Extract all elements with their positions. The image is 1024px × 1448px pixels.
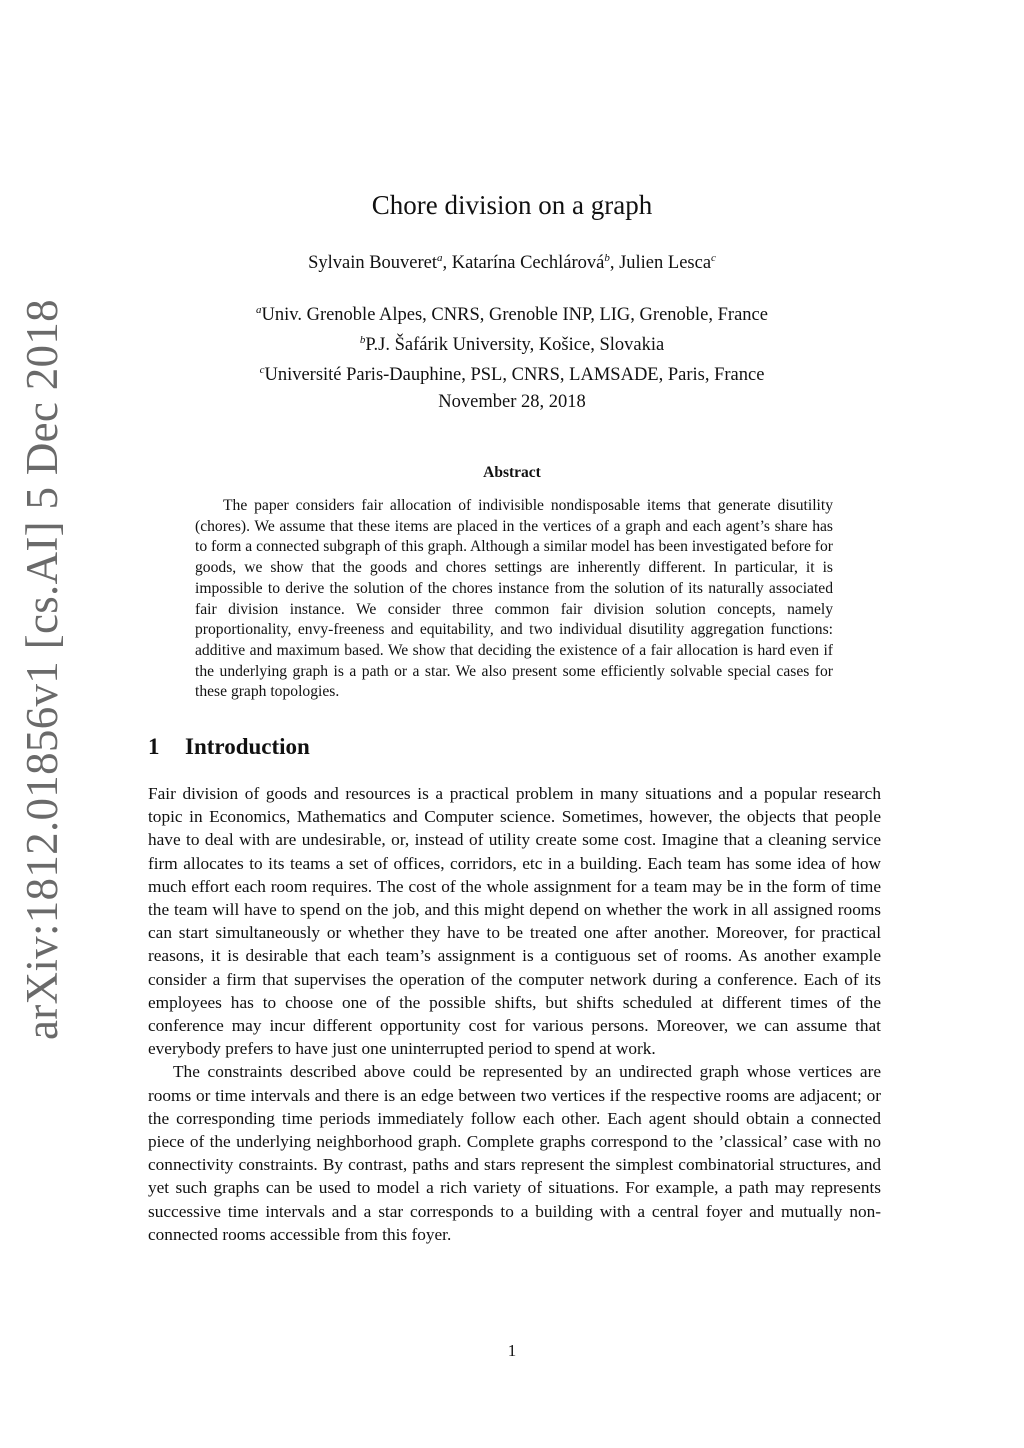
section-title: Introduction — [185, 734, 310, 759]
author-list: Sylvain Bouveret$^a$, Katarína Cechlárová$^b$, Julien Lesca$^c$ — [308, 252, 716, 274]
author — [452, 253, 610, 273]
author-name: Katarína Cechlárová — [451, 253, 605, 274]
section-number: 1 — [148, 734, 160, 759]
abstract-text: The paper considers fair allocation of indivisible nondisposable items that generate disutility (chores). We assume that these items are placed in the vertices of a graph and each agent’s share has to form a connected subgraph of this graph. Although a similar model has been investigated before for goods, we show that the goods and chores settings are inherently different. In particular, it is impossible to derive the solution of the chores instance from the solution of its naturally associated fair division instance. We consider three common fair division solution concepts, namely proportionality, envy-freeness and equitability, and two individual disutility aggregation functions: additive and maximum based. We show that deciding the existence of a fair allocation is hard even if the underlying graph is a path or a star. We also present some efficiently solvable special cases for these graph topologies. — [195, 497, 833, 701]
author-name: Julien Lesca — [619, 253, 712, 274]
page-number: 1 — [507, 1341, 517, 1360]
arxiv-identifier: arXiv:1812.01856v1 [cs.AI] 5 Dec 2018 — [17, 299, 67, 1040]
author-mark: a — [437, 252, 443, 264]
affiliation-text: Univ. Grenoble Alpes, CNRS, Grenoble INP, LIG, Grenoble, France — [261, 305, 768, 326]
paper-title: Chore division on a graph — [371, 190, 653, 220]
section-heading — [148, 734, 310, 760]
abstract-heading: Abstract — [483, 464, 541, 481]
affiliation — [0, 298, 1024, 328]
affiliation — [0, 358, 1024, 388]
affiliation-mark: a — [256, 304, 262, 316]
author-mark: b — [604, 252, 610, 264]
affiliation-mark: c — [259, 364, 265, 377]
affiliation-text: Université Paris-Dauphine, PSL, CNRS, LAMSADE, Paris, France — [264, 365, 765, 386]
publication-date: November 28, 2018 — [438, 392, 586, 412]
affiliation-text: P.J. Šafárik University, Košice, Slovakia — [365, 335, 665, 356]
affiliation-list — [0, 298, 1024, 388]
body-paragraph: Fair division of goods and resources is a practical problem in many situations and a popular research topic in Economics, Mathematics and Computer science. Sometimes, however, the objects that people have to deal with are undesirable, or, instead of utility create some cost. Imagine that a cleaning service firm allocates to its teams a set of offices, corridors, etc in a building. Each team has some idea of how much effort each room requires. The cost of the whole assignment for a team may be in the form of time the team will have to spend on the job, and this might depend on whether the work in all assigned rooms can start simultaneously or whether they have to be treated one after another. Moreover, for practical reasons, it is desirable that each team’s assignment is a contiguous set of rooms. As another example consider a firm that supervises the operation of the computer network during a conference. Each of its employees has to choose one of the possible shifts, but shifts scheduled at different times of the conference may incur different opportunity cost for various persons. Moreover, we can assume that everybody prefers to have just one uninterrupted period to spend at work. — [148, 784, 881, 1059]
affiliation — [0, 328, 1024, 358]
body-paragraph: The constraints described above could be represented by an undirected graph whose vertices are rooms or time intervals and there is an edge between two vertices if the respective rooms are adjacent; or the corresponding time periods immediately follow each other. Each agent should obtain a connected piece of the underlying neighborhood graph. Complete graphs correspond to the ’classical’ case with no connectivity constraints. By contrast, paths and stars represent the simplest combinatorial structures, and yet such graphs can be used to model a rich variety of situations. For example, a path may represents successive time intervals and a star corresponds to a building with a central foyer and mutually non-connected rooms accessible from this foyer. — [148, 1062, 881, 1244]
author — [619, 253, 716, 273]
affiliation-mark: b — [359, 334, 366, 347]
author-mark: c — [711, 252, 716, 264]
author — [308, 253, 442, 273]
author-name: Sylvain Bouveret — [308, 253, 438, 274]
section-body — [148, 782, 881, 1246]
